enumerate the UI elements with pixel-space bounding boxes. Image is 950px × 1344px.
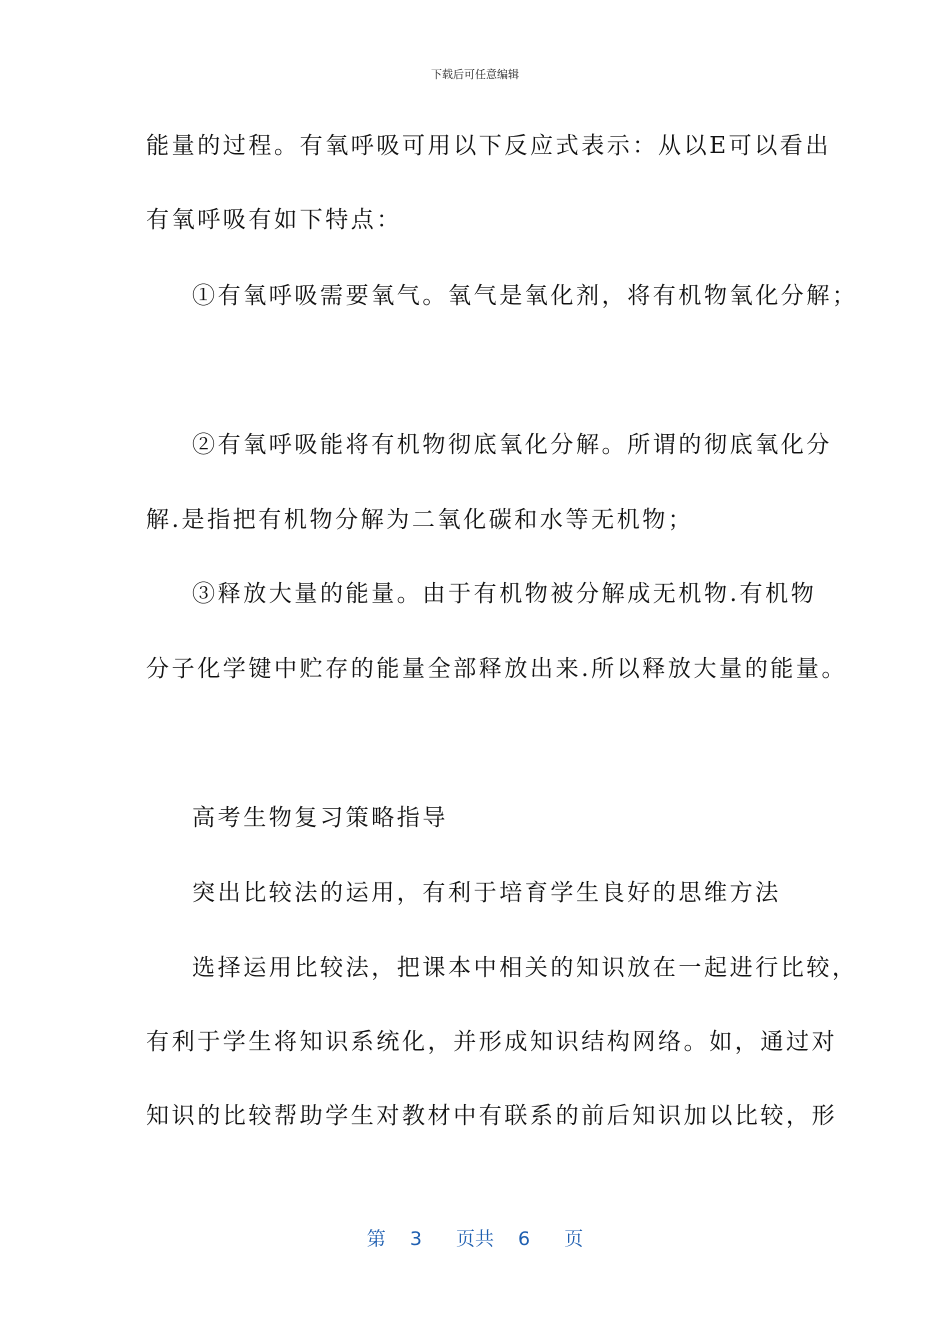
section-heading: 高考生物复习策略指导 [192, 805, 448, 831]
total-pages-number: 6 [518, 1228, 531, 1250]
body-line-3: ①有氧呼吸需要氧气。氧气是氧化剂，将有机物氧化分解； [192, 283, 858, 309]
body-line-12: 知识的比较帮助学生对教材中有联系的前后知识加以比较，形 [146, 1103, 838, 1129]
header-note: 下载后可任意编辑 [431, 68, 519, 81]
body-line-11: 有利于学生将知识系统化，并形成知识结构网络。如，通过对 [146, 1029, 838, 1055]
body-line-6: ③释放大量的能量。由于有机物被分解成无机物.有机物 [192, 581, 817, 607]
body-line-1: 能量的过程。有氧呼吸可用以下反应式表示：从以E可以看出 [146, 133, 831, 159]
current-page-number: 3 [409, 1228, 422, 1250]
body-line-2: 有氧呼吸有如下特点： [146, 207, 402, 233]
page-footer [0, 1224, 950, 1251]
body-line-5: 解.是指把有机物分解为二氧化碳和水等无机物； [146, 507, 694, 533]
body-line-7: 分子化学键中贮存的能量全部释放出来.所以释放大量的能量。 [146, 656, 848, 682]
body-line-4: ②有氧呼吸能将有机物彻底氧化分解。所谓的彻底氧化分 [192, 432, 832, 458]
body-line-10: 选择运用比较法，把课本中相关的知识放在一起进行比较， [192, 955, 858, 981]
page-label-mid: 页共 [455, 1228, 494, 1250]
page-label-suffix: 页 [564, 1228, 584, 1250]
page-label-prefix: 第 [366, 1228, 386, 1250]
body-line-9: 突出比较法的运用，有利于培育学生良好的思维方法 [192, 880, 781, 906]
